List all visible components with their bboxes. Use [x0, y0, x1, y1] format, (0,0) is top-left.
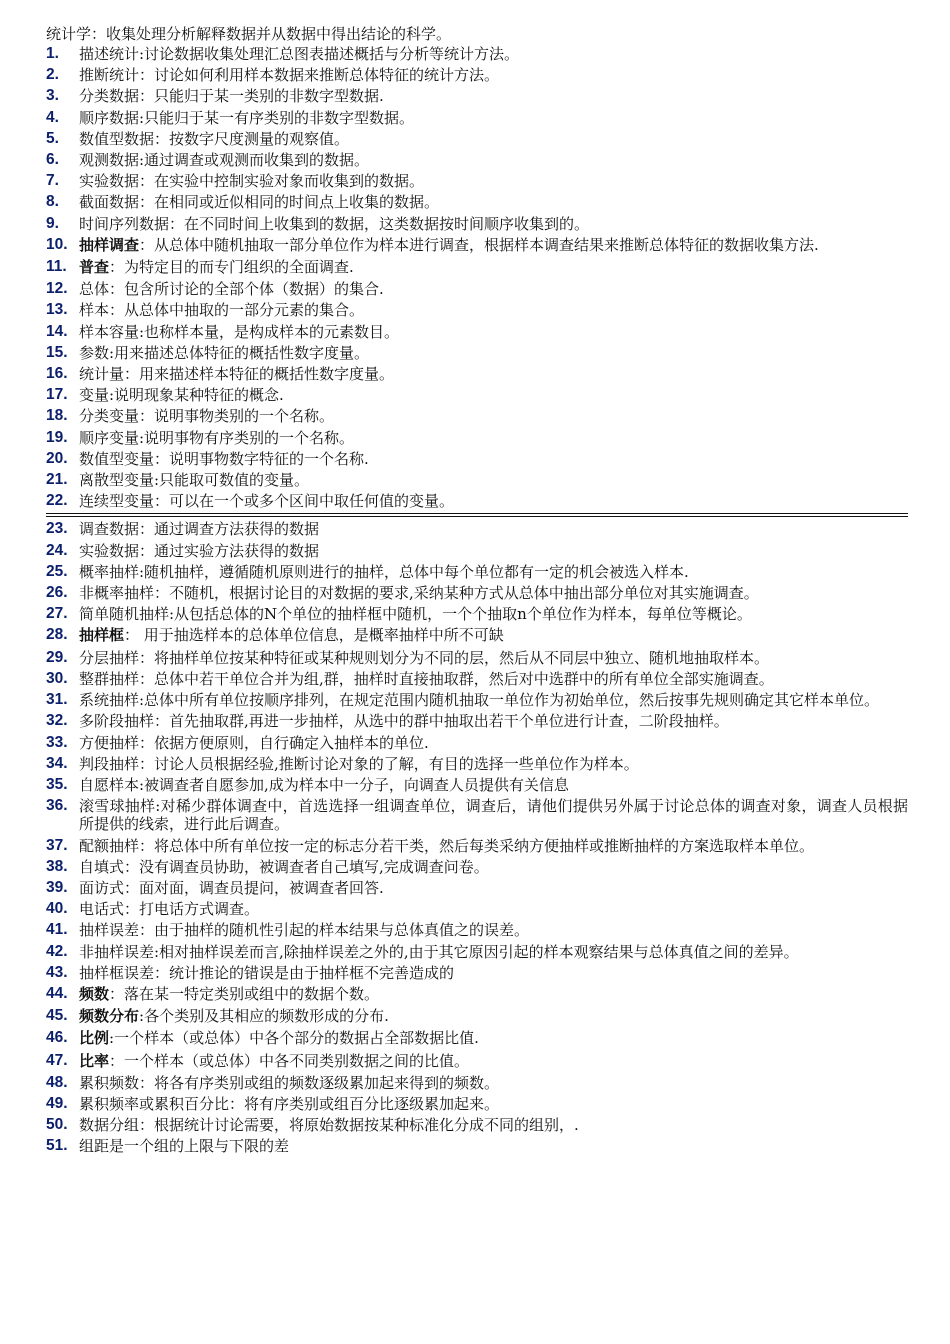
item-number: 9.	[46, 214, 59, 232]
item-definition: 参数:用来描述总体特征的概括性数字度量。	[79, 343, 370, 362]
item-number: 13.	[46, 301, 68, 319]
item-number: 50.	[46, 1116, 68, 1134]
item-text	[79, 964, 908, 982]
item-text	[79, 879, 908, 897]
item-number: 26.	[46, 584, 68, 602]
item-text	[79, 236, 908, 255]
item-number: 22.	[46, 492, 68, 510]
item-number: 34.	[46, 754, 68, 772]
item-term: 频数	[79, 985, 110, 1003]
item-definition: 非概率抽样：不随机，根据讨论目的对数据的要求,采纳某种方式从总体中抽出部分单位对其实施调查。	[79, 584, 759, 603]
list-item	[46, 797, 908, 833]
double-divider	[46, 513, 908, 517]
item-definition: 实验数据：通过实验方法获得的数据	[79, 541, 320, 560]
list-item	[46, 1095, 908, 1113]
item-text	[79, 1116, 908, 1134]
item-number: 33.	[46, 733, 68, 751]
item-text	[79, 130, 908, 148]
item-definition: 组距是一个组的上限与下限的差	[79, 1137, 290, 1156]
item-definition: 配额抽样：将总体中所有单位按一定的标志分若干类，然后每类采纳方便抽样或推断抽样的方案选取样本单位。	[79, 836, 815, 855]
item-definition: 时间序列数据：在不同时间上收集到的数据，这类数据按时间顺序收集到的。	[79, 214, 590, 233]
list-item	[46, 837, 908, 855]
list-item	[46, 858, 908, 876]
list-item	[46, 943, 908, 961]
item-number: 41.	[46, 921, 68, 939]
list-item	[46, 542, 908, 560]
item-definition: 截面数据：在相同或近似相同的时间点上收集的数据。	[79, 193, 440, 212]
list-item	[46, 1029, 908, 1048]
item-definition: 数据分组：根据统计讨论需要，将原始数据按某种标准化分成不同的组别，.	[79, 1116, 579, 1135]
item-number: 11.	[46, 258, 67, 276]
item-number: 36.	[46, 797, 68, 815]
item-number: 24.	[46, 541, 68, 559]
item-text	[79, 471, 908, 489]
item-number: 17.	[46, 386, 68, 404]
item-definition: ：一个样本（或总体）中各不同类别数据之间的比值。	[109, 1051, 470, 1070]
item-term: 比例	[79, 1030, 110, 1048]
list-item	[46, 691, 908, 709]
item-text	[79, 193, 908, 211]
definition-list-2	[46, 520, 908, 1155]
item-definition: 样本容量:也称样本量，是构成样本的元素数目。	[79, 322, 400, 341]
list-item	[46, 109, 908, 127]
item-number: 4.	[46, 108, 59, 126]
item-text	[79, 1029, 908, 1048]
item-definition: 多阶段抽样：首先抽取群,再进一步抽样，从选中的群中抽取出若干个单位进行计查，二阶段抽样。	[79, 712, 729, 731]
item-number: 32.	[46, 712, 68, 730]
list-item	[46, 215, 908, 233]
item-number: 3.	[46, 87, 59, 105]
item-text	[79, 301, 908, 319]
item-term: 抽样调查	[79, 236, 140, 254]
item-text	[79, 492, 908, 510]
item-number: 44.	[46, 984, 68, 1002]
item-definition: 顺序数据:只能归于某一有序类别的非数字型数据。	[79, 108, 415, 127]
item-number: 28.	[46, 626, 68, 644]
item-number: 25.	[46, 562, 68, 580]
item-definition: 累积频率或累积百分比：将有序类别或组百分比逐级累加起来。	[79, 1094, 500, 1113]
item-definition: ： 用于抽选样本的总体单位信息，是概率抽样中所不可缺	[124, 626, 504, 645]
item-text	[79, 797, 908, 833]
item-text	[79, 520, 908, 538]
item-text	[79, 45, 908, 63]
item-number: 18.	[46, 407, 68, 425]
item-number: 15.	[46, 343, 68, 361]
item-definition: 分类变量：说明事物类别的一个名称。	[79, 407, 335, 426]
item-text	[79, 691, 908, 709]
item-definition: ：为特定目的而专门组织的全面调查.	[109, 258, 354, 277]
item-definition: 整群抽样：总体中若干单位合并为组,群，抽样时直接抽取群，然后对中选群中的所有单位全部实施调查。	[79, 669, 774, 688]
list-item	[46, 584, 908, 602]
item-number: 23.	[46, 520, 68, 538]
item-definition: 面访式：面对面，调查员提问，被调查者回答.	[79, 878, 384, 897]
item-definition: 抽样误差：由于抽样的随机性引起的样本结果与总体真值之的误差。	[79, 921, 530, 940]
list-item	[46, 1137, 908, 1155]
item-text	[79, 712, 908, 730]
list-item	[46, 755, 908, 773]
item-definition: 推断统计：讨论如何利用样本数据来推断总体特征的统计方法。	[79, 66, 500, 85]
item-definition: 数值型变量：说明事物数字特征的一个名称.	[79, 449, 369, 468]
item-number: 29.	[46, 648, 68, 666]
item-definition: 统计量：用来描述样本特征的概括性数字度量。	[79, 365, 395, 384]
list-item	[46, 985, 908, 1004]
item-number: 2.	[46, 66, 59, 84]
item-text	[79, 1074, 908, 1092]
list-item	[46, 492, 908, 510]
item-text	[79, 858, 908, 876]
item-text	[79, 900, 908, 918]
item-text	[79, 837, 908, 855]
item-definition: 系统抽样:总体中所有单位按顺序排列，在规定范围内随机抽取一单位作为初始单位，然后按事先规则确定其它样本单位。	[79, 691, 880, 710]
list-item	[46, 301, 908, 319]
item-number: 19.	[46, 428, 68, 446]
item-text	[79, 670, 908, 688]
item-text	[79, 921, 908, 939]
item-text	[79, 1137, 908, 1155]
intro-line: 统计学：收集处理分析解释数据并从数据中得出结论的科学。	[46, 25, 452, 43]
item-definition: 变量:说明现象某种特征的概念.	[79, 386, 284, 405]
item-text	[79, 626, 908, 645]
item-text	[79, 943, 908, 961]
list-item	[46, 879, 908, 897]
list-item	[46, 429, 908, 447]
item-number: 45.	[46, 1007, 68, 1025]
list-item	[46, 964, 908, 982]
item-text	[79, 109, 908, 127]
item-number: 48.	[46, 1073, 68, 1091]
item-definition: 非抽样误差:相对抽样误差而言,除抽样误差之外的,由于其它原因引起的样本观察结果与总体真值之间的差异。	[79, 942, 799, 961]
list-item	[46, 670, 908, 688]
item-number: 43.	[46, 963, 68, 981]
item-text	[79, 1052, 908, 1071]
item-number: 38.	[46, 857, 68, 875]
item-definition: 连续型变量：可以在一个或多个区间中取任何值的变量。	[79, 492, 455, 511]
item-number: 14.	[46, 322, 68, 340]
item-number: 49.	[46, 1094, 68, 1112]
item-definition: 判段抽样：讨论人员根据经验,推断讨论对象的了解，有目的选择一些单位作为样本。	[79, 754, 639, 773]
list-item	[46, 280, 908, 298]
item-text	[79, 563, 908, 581]
item-number: 7.	[46, 172, 59, 190]
item-number: 16.	[46, 365, 68, 383]
item-text	[79, 258, 908, 277]
item-text	[79, 605, 908, 623]
list-item	[46, 520, 908, 538]
item-number: 5.	[46, 129, 59, 147]
item-text	[79, 1095, 908, 1113]
item-number: 10.	[46, 235, 68, 253]
item-term: 普查	[79, 259, 110, 277]
item-definition: 电话式：打电话方式调查。	[79, 900, 260, 919]
item-text	[79, 280, 908, 298]
list-item	[46, 1007, 908, 1026]
item-term: 比率	[79, 1052, 110, 1070]
item-definition: 调查数据：通过调查方法获得的数据	[79, 520, 320, 539]
item-number: 35.	[46, 775, 68, 793]
item-definition: ：落在某一特定类别或组中的数据个数。	[109, 984, 380, 1003]
list-item	[46, 323, 908, 341]
item-definition: 分层抽样：将抽样单位按某种特征或某种规则划分为不同的层，然后从不同层中独立、随机地抽取样本。	[79, 648, 770, 667]
item-definition: 描述统计:讨论数据收集处理汇总图表描述概括与分析等统计方法。	[79, 45, 520, 63]
list-item	[46, 1052, 908, 1071]
item-text	[79, 755, 908, 773]
item-number: 39.	[46, 878, 68, 896]
item-definition: :一个样本（或总体）中各个部分的数据占全部数据比值.	[109, 1029, 479, 1048]
item-definition: 样本：从总体中抽取的一部分元素的集合。	[79, 301, 365, 320]
list-item	[46, 471, 908, 489]
item-text	[79, 649, 908, 667]
item-number: 12.	[46, 280, 68, 298]
item-definition: 滚雪球抽样:对稀少群体调查中，首选选择一组调查单位，调查后，请他们提供另外属于讨论总体的调查对象，调查人员根据所提供的线索，进行此后调查。	[79, 797, 908, 834]
item-number: 51.	[46, 1137, 68, 1155]
item-text	[79, 450, 908, 468]
item-definition: 抽样框误差：统计推论的错误是由于抽样框不完善造成的	[79, 963, 455, 982]
item-text	[79, 429, 908, 447]
list-item	[46, 407, 908, 425]
list-item	[46, 172, 908, 190]
item-definition: ：从总体中随机抽取一部分单位作为样本进行调查，根据样本调查结果来推断总体特征的数据收集方法.	[139, 235, 819, 254]
list-item	[46, 365, 908, 383]
list-item	[46, 151, 908, 169]
item-text	[79, 776, 908, 794]
item-definition: 顺序变量:说明事物有序类别的一个名称。	[79, 428, 355, 447]
item-text	[79, 542, 908, 560]
item-term: 频数分布	[79, 1008, 140, 1026]
item-number: 47.	[46, 1051, 68, 1069]
item-definition: 方便抽样：依据方便原则，自行确定入抽样本的单位.	[79, 733, 429, 752]
list-item	[46, 344, 908, 362]
item-text	[79, 734, 908, 752]
item-text	[79, 215, 908, 233]
list-item	[46, 1116, 908, 1134]
list-item	[46, 87, 908, 105]
item-number: 30.	[46, 669, 68, 687]
list-item	[46, 66, 908, 84]
item-number: 31.	[46, 691, 68, 709]
item-text	[79, 66, 908, 84]
item-number: 1.	[46, 45, 59, 62]
item-definition: 实验数据：在实验中控制实验对象而收集到的数据。	[79, 172, 425, 191]
item-text	[79, 985, 908, 1004]
list-item	[46, 776, 908, 794]
item-term: 抽样框	[79, 627, 125, 645]
item-definition: 概率抽样:随机抽样，遵循随机原则进行的抽样，总体中每个单位都有一定的机会被选入样本.	[79, 562, 689, 581]
list-item	[46, 450, 908, 468]
list-item	[46, 386, 908, 404]
list-item	[46, 130, 908, 148]
definition-list-1	[46, 45, 908, 510]
item-text	[79, 386, 908, 404]
list-item	[46, 921, 908, 939]
item-number: 21.	[46, 471, 68, 489]
list-item	[46, 1074, 908, 1092]
item-number: 8.	[46, 193, 59, 211]
item-text	[79, 151, 908, 169]
item-text	[79, 344, 908, 362]
list-item	[46, 193, 908, 211]
item-number: 40.	[46, 900, 68, 918]
item-definition: 自填式：没有调查员协助，被调查者自己填写,完成调查问卷。	[79, 857, 489, 876]
list-item	[46, 900, 908, 918]
item-definition: 离散型变量:只能取可数值的变量。	[79, 471, 310, 490]
item-text	[79, 87, 908, 105]
item-number: 46.	[46, 1029, 68, 1047]
list-item	[46, 563, 908, 581]
item-number: 42.	[46, 942, 68, 960]
item-text	[79, 407, 908, 425]
item-definition: 自愿样本:被调查者自愿参加,成为样本中一分子，向调查人员提供有关信息	[79, 775, 569, 794]
list-item	[46, 605, 908, 623]
item-definition: 总体：包含所讨论的全部个体（数据）的集合.	[79, 280, 384, 299]
item-number: 37.	[46, 836, 68, 854]
item-definition: 数值型数据：按数字尺度测量的观察值。	[79, 129, 350, 148]
item-text	[79, 1007, 908, 1026]
item-number: 27.	[46, 605, 68, 623]
item-text	[79, 323, 908, 341]
list-item	[46, 712, 908, 730]
item-definition: 观测数据:通过调查或观测而收集到的数据。	[79, 151, 370, 170]
item-definition: 简单随机抽样:从包括总体的N个单位的抽样框中随机，一个个抽取n个单位作为样本，每单位等概论。	[79, 605, 752, 624]
item-definition: 分类数据：只能归于某一类别的非数字型数据.	[79, 87, 384, 106]
item-text	[79, 365, 908, 383]
list-item	[46, 649, 908, 667]
list-item	[46, 734, 908, 752]
list-item	[46, 626, 908, 645]
list-item	[46, 45, 908, 63]
item-text	[79, 172, 908, 190]
item-number: 20.	[46, 449, 68, 467]
item-text	[79, 584, 908, 602]
list-item	[46, 258, 908, 277]
document-page	[46, 24, 908, 1159]
item-definition: 累积频数：将各有序类别或组的频数逐级累加起来得到的频数。	[79, 1073, 500, 1092]
list-item	[46, 236, 908, 255]
item-number: 6.	[46, 151, 59, 169]
item-definition: :各个类别及其相应的频数形成的分布.	[139, 1007, 389, 1026]
